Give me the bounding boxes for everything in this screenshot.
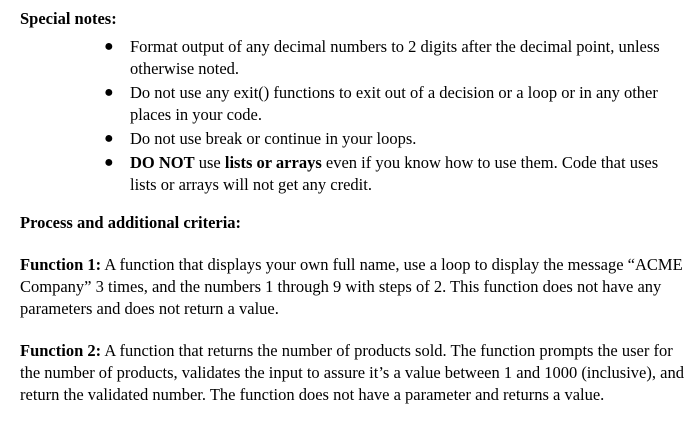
bullet-icon: ● <box>104 154 114 171</box>
function-1-text: A function that displays your own full name, use a loop to display the message “ACME Company” 3 times, and the numbers 1 through 9 with steps of 2. This function does not have any parameters and does not return a value. <box>20 255 683 318</box>
note-text: use <box>194 153 225 172</box>
list-item <box>20 128 688 150</box>
note-bold-mid: lists or arrays <box>224 153 322 172</box>
bullet-icon: ● <box>104 38 114 55</box>
note-text: Format output of any decimal numbers to 2 digits after the decimal point, unless otherwise noted. <box>130 37 660 78</box>
list-item <box>20 36 688 80</box>
note-text: Do not use break or continue in your loops. <box>130 129 417 148</box>
bullet-icon: ● <box>104 84 114 101</box>
process-heading: Process and additional criteria: <box>20 213 242 232</box>
note-text: even if you know how to use them. Code that uses lists or arrays will not get any credit. <box>130 153 659 194</box>
document <box>20 8 688 406</box>
bullet-icon: ● <box>104 130 114 147</box>
note-text: Do not use any exit() functions to exit out of a decision or a loop or in any other places in your code. <box>130 83 658 124</box>
list-item <box>20 152 688 196</box>
function-2-label: Function 2: <box>20 341 102 360</box>
special-notes-list <box>20 36 688 196</box>
function-2-paragraph <box>20 340 688 406</box>
list-item <box>20 82 688 126</box>
function-2-text: A function that returns the number of products sold. The function prompts the user for the number of products, validates the input to assure it’s a value between 1 and 1000 (inclusive), and return the validated number. The function does not have a parameter and returns a value. <box>20 341 684 404</box>
note-bold-prefix: DO NOT <box>130 153 195 172</box>
function-1-paragraph <box>20 254 688 320</box>
special-notes-heading: Special notes: <box>20 9 117 28</box>
function-1-label: Function 1: <box>20 255 102 274</box>
